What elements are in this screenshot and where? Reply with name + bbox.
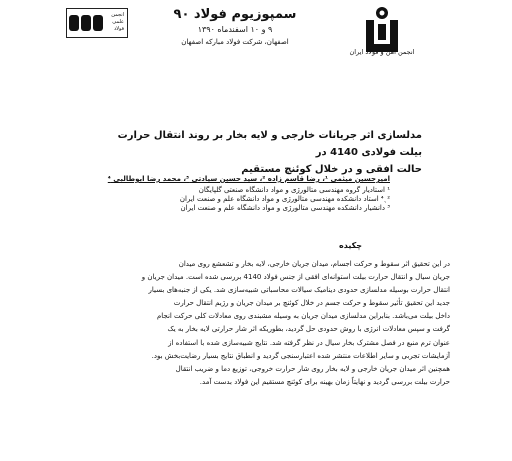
affiliation: ³ دانشیار دانشکده مهندسی متالورژی و مواد دانشگاه علم و صنعت ایران (180, 204, 390, 212)
abstract-line: گرفت و سپس معادلات انرژی با روش حدودی حل گردید، بطوریکه اثر شار حرارتی لایه بخار به یک (167, 325, 450, 334)
abstract-line: عنوان ترم منبع در فصل مشترک بخار سیال در نظر گرفته شد. نتایج شبیه‌سازی شده با استفاده از (168, 338, 450, 347)
affiliation: ²ˎ⁴ استاد دانشکده مهندسی متالورژی و مواد دانشگاه علم و صنعت ایران (179, 195, 390, 203)
symposium-date: ۹ و ۱۰ اسفندماه ۱۳۹۰ (197, 25, 273, 34)
society-caption: انجمن آهن و فولاد ایران (349, 48, 415, 56)
abstract-line: حرارت بیلت بررسی گردید و نهایتاً زمان بهینه برای کوئنچ مستقیم این فولاد بدست آمد. (199, 377, 450, 386)
abstract-line: در این تحقیق اثر سقوط و حرکت اجسام، میدان جریان خارجی، لایه بخار و تشعشع روی میدان (178, 260, 450, 268)
abstract-heading: چکیده (338, 241, 362, 250)
abstract-line: جریان سیال و انتقال حرارت بیلت استوانه‌ای افقی از جنس فولاد 4140 بررسی شده است. میدان جریان و (141, 273, 450, 282)
symposium-logo (66, 8, 128, 38)
abstract-line: انتقال حرارت بوسیله مدلسازی حدودی دینامیک سیالات محاسباتی شبیه‌سازی شد. یکی از جنبه‌های بسیار (148, 286, 450, 295)
author-block (107, 175, 390, 213)
logo-mark-icon (69, 15, 103, 31)
paper-title: مدلسازی اثر جریانات خارجی و لایه بخار بر روند انتقال حرارت بیلت فولادی 4140 در حالت افقی و در خلال کوئنچ مستقیم (117, 130, 422, 175)
abstract-body (58, 258, 450, 389)
abstract-line: همچنین اثر میدان جریان خارجی و لایه بخار روی شار حرارت خروجی، توزیع دما و ضریب انتقال (175, 364, 450, 373)
abstract-line: داخل بیلت می‌باشد. بنابراین مدلسازی میدان جریان به وسیله مشبندی روی معادلات کلی حرکت انجام (156, 312, 450, 321)
affiliation: ¹ استادیار گروه مهندسی متالورژی و مواد دانشگاه صنعتی گلپایگان (198, 186, 390, 194)
header-center (160, 6, 310, 48)
symposium-place: اصفهان، شرکت فولاد مبارکه اصفهان (181, 38, 289, 46)
abstract-line: آزمایشات تجربی و سایر اطلاعات منتشر شده اعتبارسنجی گردید و انطباق نتایج بسیار رضایت‌بخش بود. (151, 351, 450, 360)
symposium-title: سمپوزیوم فولاد ۹۰ (173, 7, 297, 22)
author-names: امیرحسین میثمی ¹، رضا قاسم زاده ²، سید حسین سیادتی ³، محمد رضا ابوطالبی ⁴ (107, 175, 390, 183)
logo-text: انجمن علمی فولاد (111, 12, 124, 32)
abstract-line: جدید این تحقیق تأثیر سقوط و حرکت جسم در خلال کوئنچ بر میدان جریان و رژیم انتقال حرارت (173, 299, 450, 308)
